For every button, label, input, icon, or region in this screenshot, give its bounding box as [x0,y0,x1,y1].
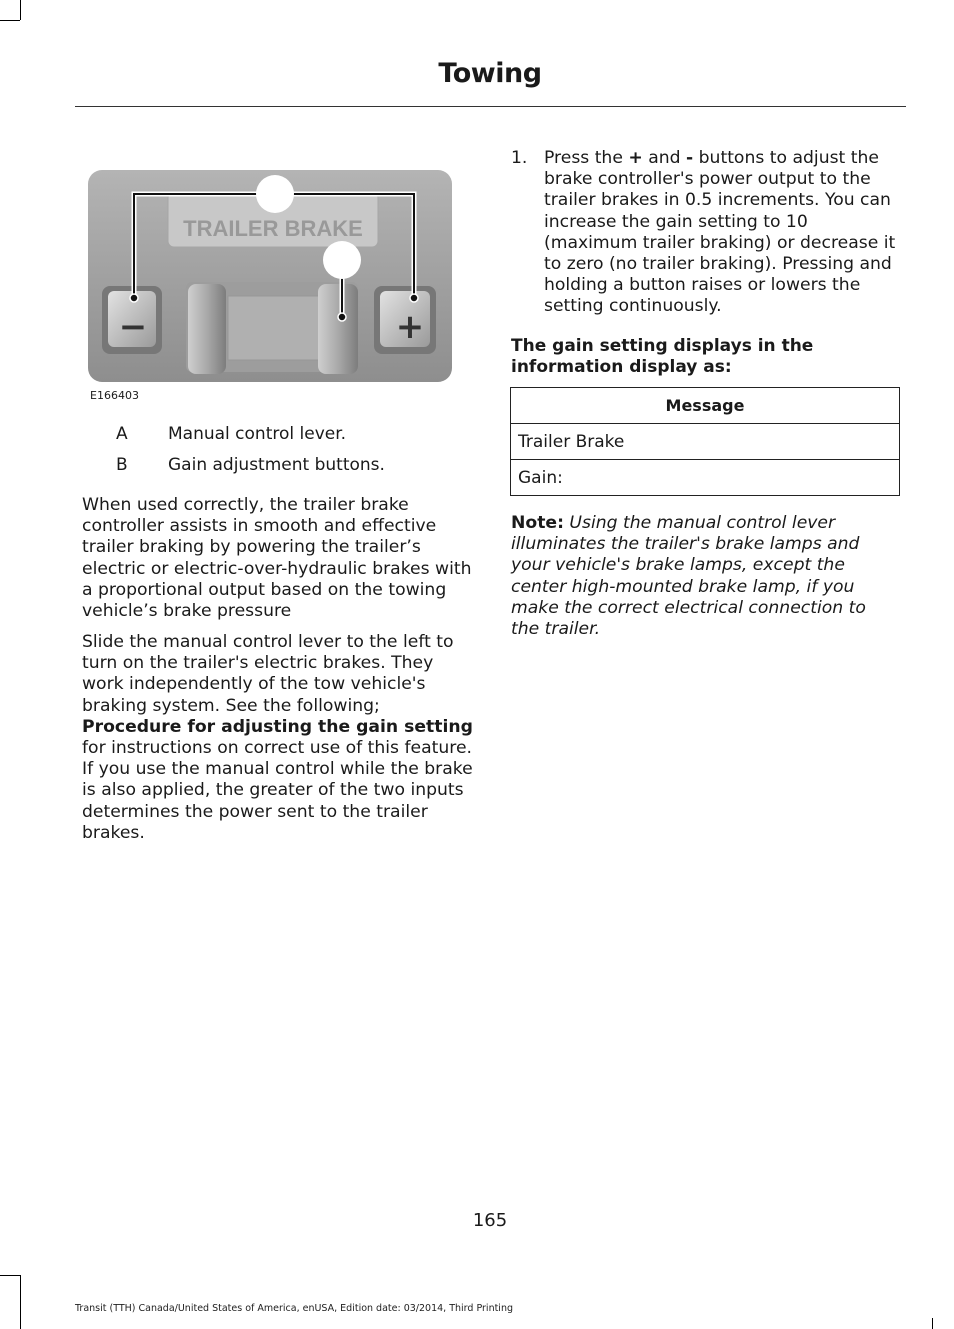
crop-mark [0,1275,20,1276]
paragraph-description: When used correctly, the trailer brake controller assists in smooth and effective trailer braking by powering the trailer’s electric or electric-over-hydraulic brakes with a proportional output based on the towing vehicle’s brake pressure [82,495,472,622]
edition-footer: Transit (TTH) Canada/United States of America, enUSA, Edition date: 03/2014, Third Printing [75,1303,514,1314]
table-row [511,424,900,460]
message-table [510,387,900,496]
note [511,513,896,640]
page-title: Towing [438,58,542,89]
table-cell: Gain: [511,460,900,496]
title-divider [75,106,906,107]
panel-label: TRAILER BRAKE [183,216,363,241]
crop-mark [932,1318,933,1329]
step-text-part: buttons to adjust the brake controller's power output to the trailer brakes in 0.5 increments. You can increase the gain setting to 10 (maximum trailer braking) or decrease it to zero (no trailer braking). Pressing and holding a button raises or lowers the setting continuously. [544,148,896,317]
step-number: 1. [511,148,528,168]
table-header: Message [511,388,900,424]
page-number: 165 [472,1210,508,1231]
step-text [544,148,906,318]
legend-text: Manual control lever. [168,424,347,444]
manual-control-lever-right [318,284,358,374]
minus-symbol: − [118,307,148,347]
table-header-row [511,388,900,424]
callout-a-marker [323,241,361,279]
step-text-part: and [642,148,687,168]
paragraph-text: Slide the manual control lever to the left to turn on the trailer's electric brakes. They work independently of the tow vehicle's braking system. See the following; [82,632,454,716]
legend-key: A [116,424,128,444]
note-text: Using the manual control lever illuminates the trailer's brake lamps and your vehicle's brake lamps, except the center high-mounted brake lamp, if you make the correct electrical connection to the trailer. [511,513,866,640]
paragraph-manual-lever [82,632,474,844]
crop-mark [0,20,20,21]
manual-control-lever-left [188,284,226,374]
cross-reference-link[interactable]: Procedure for adjusting the gain setting [82,716,473,737]
minus-symbol-inline: - [686,148,694,168]
figure-id: E166403 [90,389,139,402]
callout-b-marker [256,175,294,213]
section-subheading: The gain setting displays in the information display as: [511,336,814,378]
table-cell: Trailer Brake [511,424,900,460]
paragraph-text: for instructions on correct use of this feature. If you use the manual control while the brake is also applied, the greater of the two inputs determines the power sent to the trailer brakes. [82,738,473,843]
legend-key: B [116,455,128,475]
note-label: Note: [511,513,564,533]
table-row [511,460,900,496]
crop-mark [20,0,21,20]
trailer-brake-illustration [88,170,452,382]
trailer-brake-figure [88,170,452,382]
step-text-part: Press the [544,148,629,168]
legend-text: Gain adjustment buttons. [168,455,385,475]
plus-symbol-inline: + [628,148,643,168]
plus-symbol: + [395,307,425,347]
crop-mark [20,1275,21,1329]
